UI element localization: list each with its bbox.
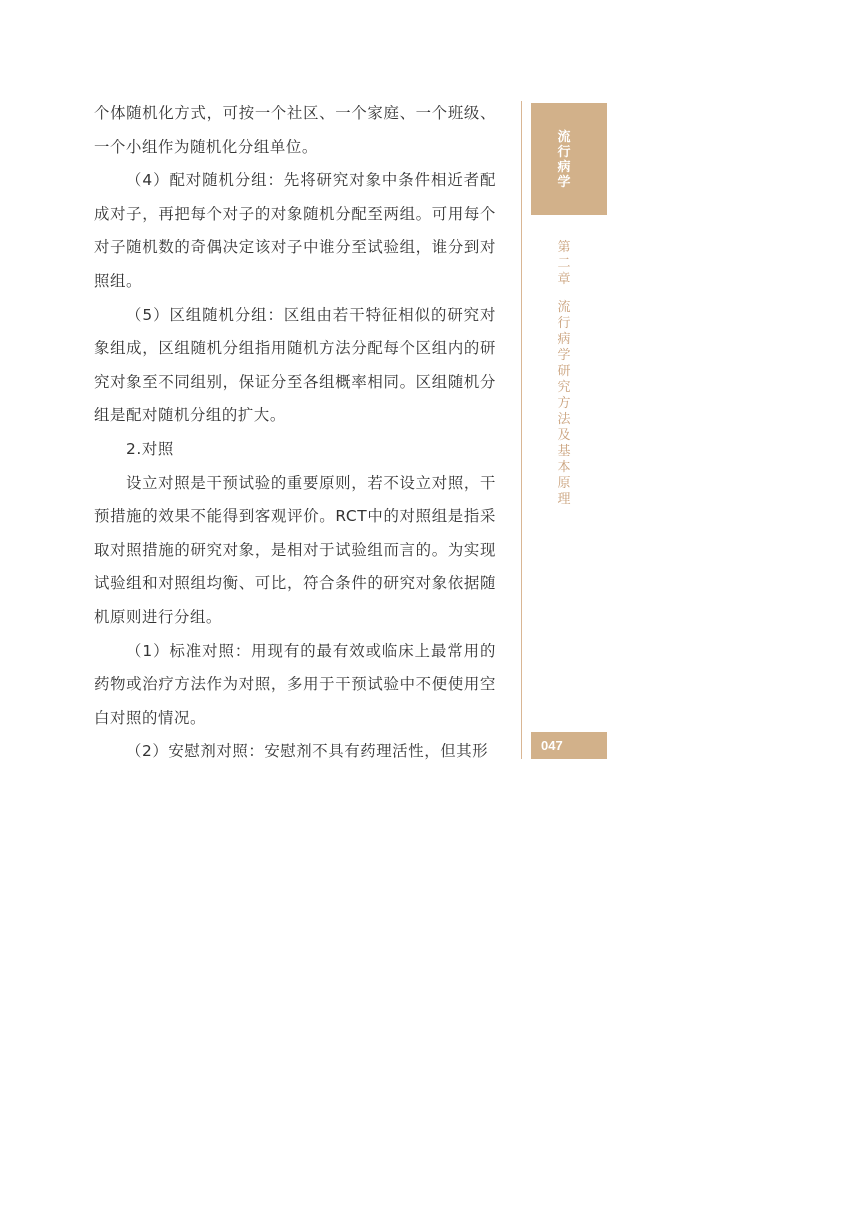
book-title-char: 学	[557, 175, 571, 190]
chapter-title-char: 病	[557, 332, 571, 347]
paragraph: 个体随机化方式，可按一个社区、一个家庭、一个班级、一个小组作为随机化分组单位。	[94, 104, 496, 156]
book-title-char: 流	[557, 130, 571, 145]
chapter-number-char: 章	[557, 272, 571, 287]
sidebar-divider	[521, 101, 522, 759]
chapter-number-char: 二	[557, 256, 571, 271]
paragraph: （1）标准对照：用现有的最有效或临床上最常用的药物或治疗方法作为对照，多用于干预试验中不便使用空白对照的情况。	[94, 641, 496, 727]
chapter-title-char: 本	[557, 460, 571, 475]
page-number: 047	[541, 738, 563, 753]
chapter-title-char: 法	[557, 412, 571, 427]
chapter-title-char: 方	[557, 396, 571, 411]
book-title-char: 行	[557, 145, 571, 160]
chapter-number-char: 第	[557, 240, 571, 255]
body-text	[94, 97, 496, 769]
chapter-spacer	[555, 288, 573, 300]
paragraph: 设立对照是干预试验的重要原则，若不设立对照，干预措施的效果不能得到客观评价。RCT中的对照组是指采取对照措施的研究对象，是相对于试验组而言的。为实现试验组和对照组均衡、可比，符合条件的研究对象依据随机原则进行分组。	[94, 473, 496, 626]
section-heading: 2.对照	[126, 439, 174, 458]
paragraph: （4）配对随机分组：先将研究对象中条件相近者配成对子，再把每个对子的对象随机分配至两组。可用每个对子随机数的奇偶决定该对子中谁分至试验组，谁分到对照组。	[94, 171, 496, 290]
chapter-title-char: 基	[557, 444, 571, 459]
chapter-label	[555, 240, 573, 508]
chapter-title-char: 究	[557, 380, 571, 395]
chapter-title-char: 理	[557, 492, 571, 507]
paragraph: （2）安慰剂对照：安慰剂不具有药理活性，但其形	[126, 742, 489, 761]
chapter-title-char: 学	[557, 348, 571, 363]
paragraph: （5）区组随机分组：区组由若干特征相似的研究对象组成，区组随机分组指用随机方法分配每个区组内的研究对象至不同组别，保证分至各组概率相同。区组随机分组是配对随机分组的扩大。	[94, 305, 496, 425]
chapter-title-char: 研	[557, 364, 571, 379]
chapter-title-char: 行	[557, 316, 571, 331]
chapter-title-char: 流	[557, 300, 571, 315]
book-title	[555, 130, 573, 190]
chapter-title-char: 及	[557, 428, 571, 443]
book-title-char: 病	[557, 160, 571, 175]
chapter-title-char: 原	[557, 476, 571, 491]
